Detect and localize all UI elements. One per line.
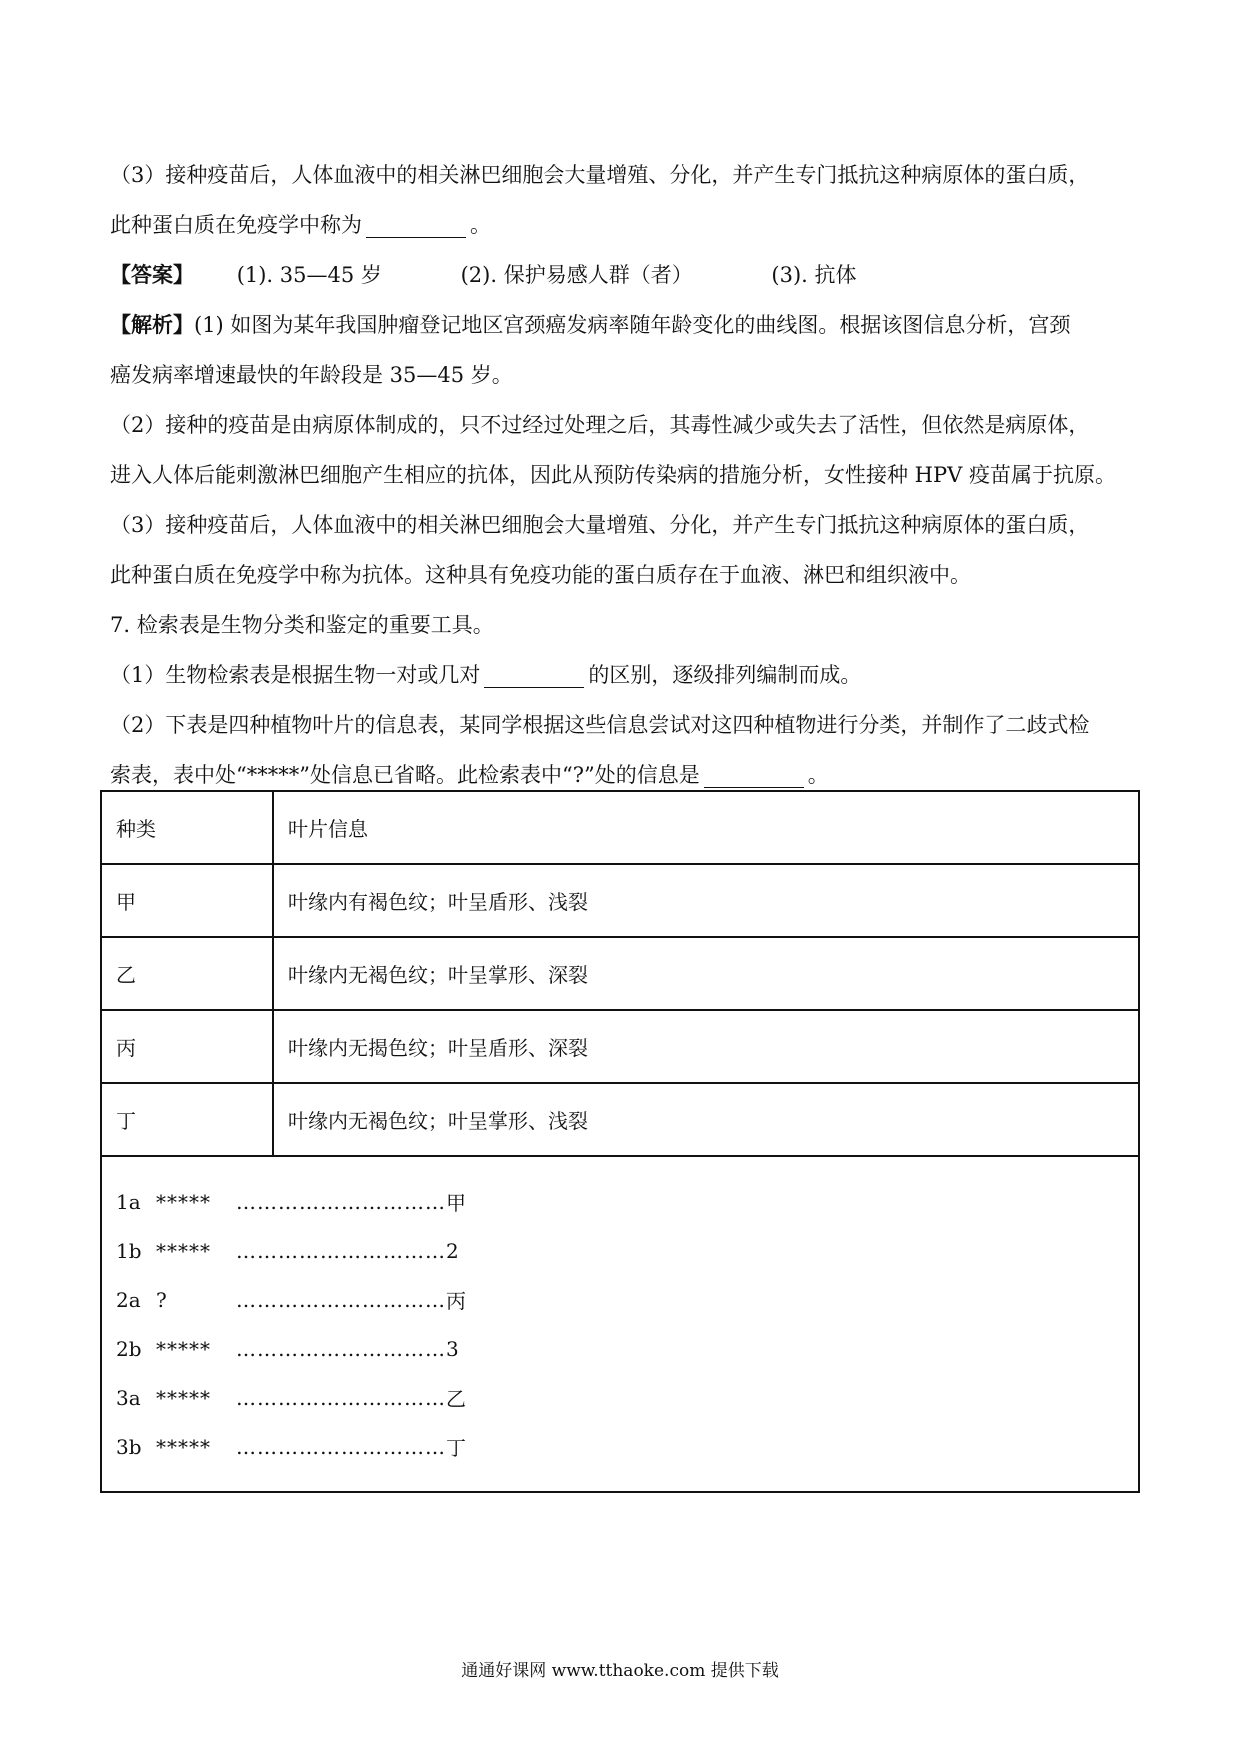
key-row xyxy=(116,1373,1138,1422)
answer-label: 【答案】 xyxy=(110,262,194,287)
analysis-line2: 癌发病率增速最快的年龄段是 35—45 岁。 xyxy=(110,363,513,387)
table-row xyxy=(102,865,1138,938)
key-result: 丁 xyxy=(446,1436,466,1460)
analysis-line1 xyxy=(110,300,1140,350)
answer-3: (3). 抗体 xyxy=(771,263,857,287)
key-code: 3a xyxy=(116,1385,141,1410)
key-result: 丙 xyxy=(446,1289,466,1313)
key-dots: ………………………… xyxy=(236,1287,446,1312)
analysis-p2-line2: 进入人体后能刺激淋巴细胞产生相应的抗体，因此从预防传染病的措施分析，女性接种 HPV 疫苗属于抗原。 xyxy=(110,463,1116,487)
leaf-info-cell: 叶缘内无褐色纹；叶呈掌形、浅裂 xyxy=(288,1109,588,1133)
answer-1: (1). 35—45 岁 xyxy=(236,263,382,287)
analysis-p2-line1: （2）接种的疫苗是由病原体制成的，只不过经过处理之后，其毒性减少或失去了活性，但依然是病原体， xyxy=(110,413,1090,437)
leaf-info-cell: 叶缘内无揭色纹；叶呈盾形、深裂 xyxy=(288,1036,588,1060)
key-dots: ………………………… xyxy=(236,1238,446,1263)
table-row xyxy=(102,1011,1138,1084)
table-row xyxy=(102,938,1138,1011)
q7-title: 7. 检索表是生物分类和鉴定的重要工具。 xyxy=(110,613,494,637)
key-code: 1b xyxy=(116,1238,142,1263)
leaf-info-cell: 叶缘内有褐色纹；叶呈盾形、浅裂 xyxy=(288,890,588,914)
species-cell: 丁 xyxy=(102,1084,274,1155)
q7-1-text-b: 的区别，逐级排列编制而成。 xyxy=(588,663,862,687)
leaf-info-table xyxy=(100,790,1140,1493)
key-result: 3 xyxy=(446,1336,459,1361)
q7-2-line1: （2）下表是四种植物叶片的信息表，某同学根据这些信息尝试对这四种植物进行分类，并制作了二歧式检 xyxy=(110,713,1090,737)
key-code: 1a xyxy=(116,1189,141,1214)
key-dots: ………………………… xyxy=(236,1336,446,1361)
key-result: 甲 xyxy=(446,1191,466,1215)
analysis-p3-line1: （3）接种疫苗后，人体血液中的相关淋巴细胞会大量增殖、分化，并产生专门抵抗这种病原体的蛋白质， xyxy=(110,513,1090,537)
q3-line2-text: 此种蛋白质在免疫学中称为 xyxy=(110,213,362,237)
key-result: 2 xyxy=(446,1238,459,1263)
species-cell: 甲 xyxy=(102,865,274,936)
table-header-row xyxy=(102,792,1138,865)
key-row xyxy=(116,1422,1138,1471)
key-row xyxy=(116,1324,1138,1373)
dichotomous-key xyxy=(102,1157,1138,1491)
header-leaf-info: 叶片信息 xyxy=(288,817,368,841)
q3-line1: （3）接种疫苗后，人体血液中的相关淋巴细胞会大量增殖、分化，并产生专门抵抗这种病原体的蛋白质， xyxy=(110,163,1090,187)
page-footer: 通通好课网 www.tthaoke.com 提供下载 xyxy=(461,1661,779,1681)
key-text: ***** xyxy=(156,1189,211,1214)
q3-line2-end: 。 xyxy=(470,213,491,237)
key-text: ***** xyxy=(156,1385,211,1410)
key-dots: ………………………… xyxy=(236,1189,446,1214)
answer-blank xyxy=(366,213,466,238)
answer-2: (2). 保护易感人群（者） xyxy=(460,263,693,287)
analysis-p3-line2: 此种蛋白质在免疫学中称为抗体。这种具有免疫功能的蛋白质存在于血液、淋巴和组织液中。 xyxy=(110,563,971,587)
q7-2-blank xyxy=(704,763,804,788)
species-cell: 丙 xyxy=(102,1011,274,1082)
q3-line2 xyxy=(110,200,1140,250)
key-row xyxy=(116,1226,1138,1275)
q7-1-line xyxy=(110,650,1140,700)
q7-2-text: 索表，表中处“*****”处信息已省略。此检索表中“?”处的信息是 xyxy=(110,763,700,787)
analysis-label: 【解析】 xyxy=(110,312,194,337)
key-dots: ………………………… xyxy=(236,1385,446,1410)
question-3-block xyxy=(110,150,1140,800)
key-text: ***** xyxy=(156,1336,211,1361)
answer-line xyxy=(110,250,1140,300)
species-cell: 乙 xyxy=(102,938,274,1009)
key-code: 3b xyxy=(116,1434,142,1459)
key-row xyxy=(116,1177,1138,1226)
q7-1-text-a: （1）生物检索表是根据生物一对或几对 xyxy=(110,663,481,687)
key-code: 2a xyxy=(116,1287,141,1312)
analysis-text-1: (1) 如图为某年我国肿瘤登记地区宫颈癌发病率随年龄变化的曲线图。根据该图信息分析，宫颈 xyxy=(194,313,1071,337)
table-row xyxy=(102,1084,1138,1157)
key-dots: ………………………… xyxy=(236,1434,446,1459)
key-row xyxy=(116,1275,1138,1324)
key-result: 乙 xyxy=(446,1387,466,1411)
key-code: 2b xyxy=(116,1336,142,1361)
q7-1-blank xyxy=(484,663,584,688)
leaf-info-cell: 叶缘内无褐色纹；叶呈掌形、深裂 xyxy=(288,963,588,987)
header-species: 种类 xyxy=(102,792,274,863)
key-text: ***** xyxy=(156,1238,211,1263)
key-text: ? xyxy=(156,1287,168,1312)
q7-2-end: 。 xyxy=(807,763,829,787)
key-text: ***** xyxy=(156,1434,211,1459)
